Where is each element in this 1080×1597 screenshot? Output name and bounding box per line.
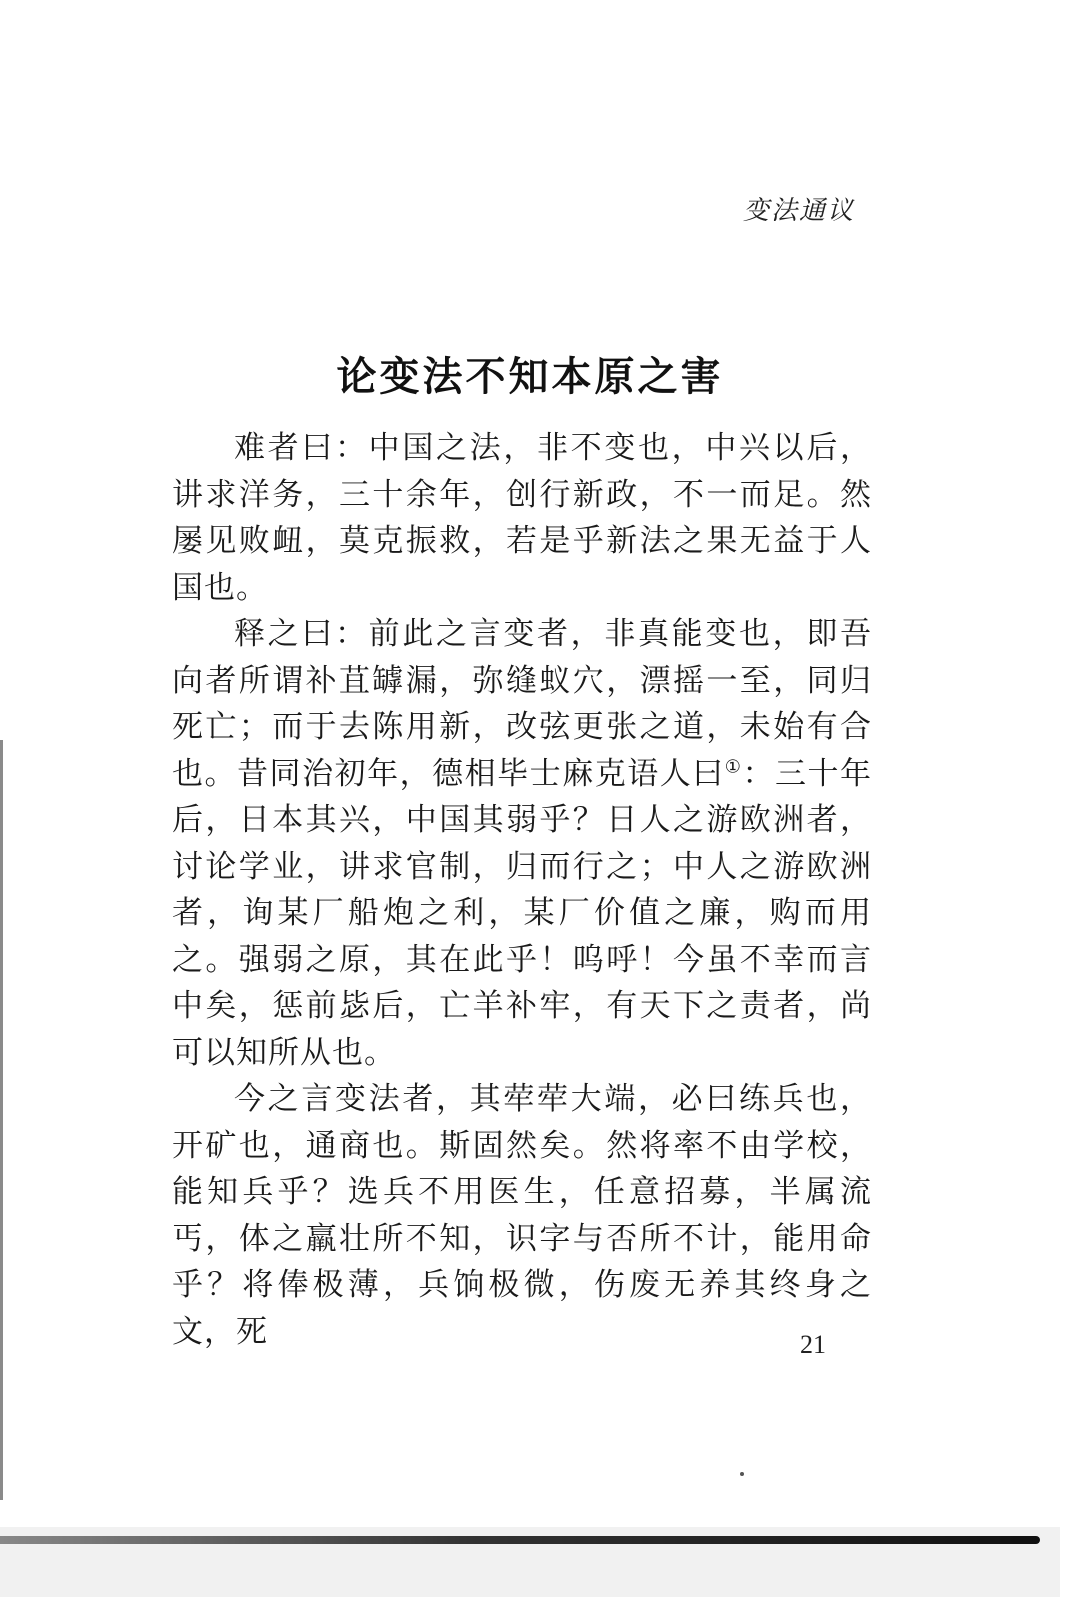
paragraph-2-text-before-note: 释之曰：前此之言变者，非真能变也，即吾向者所谓补苴罅漏，弥缝蚁穴，漂摇一至，同归死亡；而于去陈用新，改弦更张之道，未始有合也。昔同治初年，德相毕士麻克语人曰 bbox=[172, 616, 872, 792]
paragraph-1: 难者曰：中国之法，非不变也，中兴以后，讲求洋务，三十余年，创行新政，不一而足。然屡见败衄，莫克振救，若是乎新法之果无益于人国也。 bbox=[172, 430, 872, 606]
scan-bottom-rule bbox=[0, 1536, 1040, 1544]
body-text bbox=[172, 425, 872, 1355]
paragraph-3: 今之言变法者，其荦荦大端，必曰练兵也，开矿也，通商也。斯固然矣。然将率不由学校，能知兵乎？选兵不用医生，任意招募，半属流丐，体之羸壮所不知，识字与否所不计，能用命乎？将俸极薄，兵饷极微，伤废无养其终身之文，死 bbox=[172, 1081, 872, 1350]
running-header: 变法通议 bbox=[742, 196, 855, 226]
page-gutter-shadow bbox=[0, 740, 3, 1500]
footnote-marker: ① bbox=[724, 756, 743, 778]
paragraph-2-text-after-note: ：三十年后，日本其兴，中国其弱乎？日人之游欧洲者，讨论学业，讲求官制，归而行之；中人之游欧洲者，询某厂船炮之利，某厂价值之廉，购而用之。强弱之原，其在此乎！呜呼！今虽不幸而言中矣，惩前毖后，亡羊补牢，有天下之责者，尚可以知所从也。 bbox=[172, 755, 873, 1071]
page-number: 21 bbox=[800, 1330, 826, 1359]
paragraph-2 bbox=[172, 611, 872, 1076]
chapter-title: 论变法不知本原之害 bbox=[336, 352, 724, 400]
scan-speck bbox=[740, 1472, 744, 1476]
